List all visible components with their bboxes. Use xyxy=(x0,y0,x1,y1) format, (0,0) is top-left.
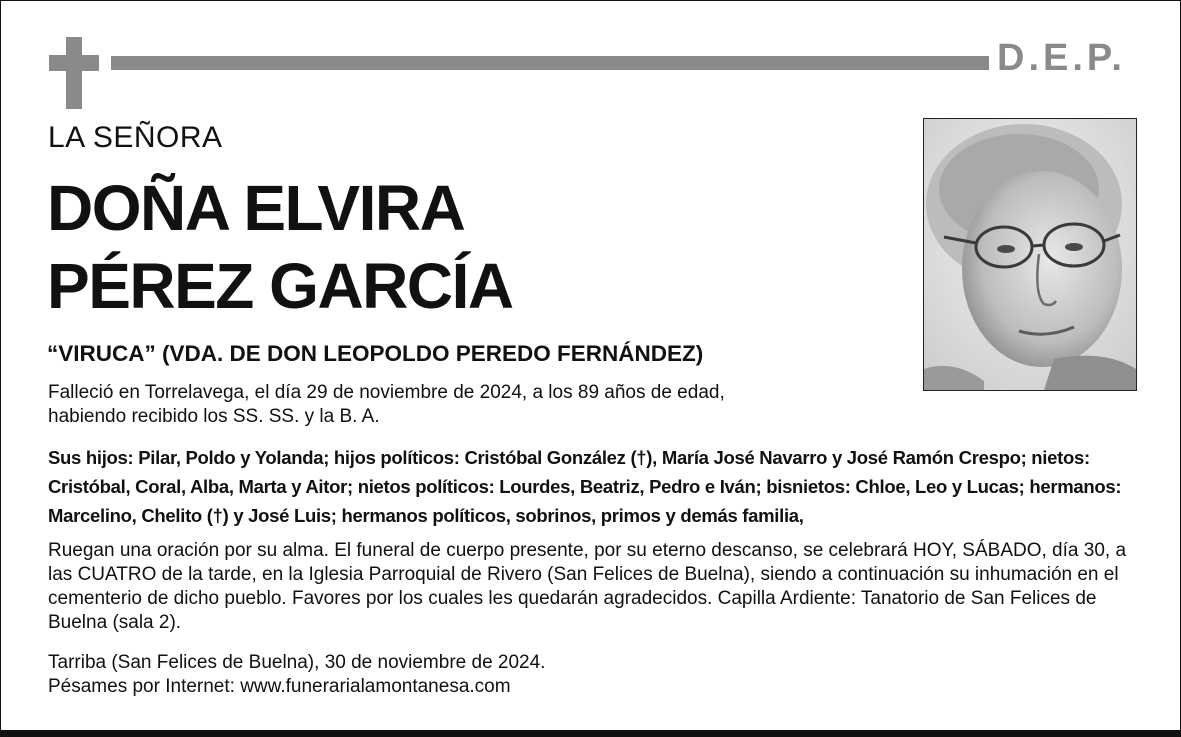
bottom-border xyxy=(1,730,1180,736)
cross-icon xyxy=(49,37,99,109)
portrait-photo xyxy=(923,118,1137,391)
title-prefix: LA SEÑORA xyxy=(48,121,223,154)
death-line-2: habiendo recibido los SS. SS. y la B. A. xyxy=(48,406,380,427)
family-paragraph: Sus hijos: Pilar, Poldo y Yolanda; hijos políticos: Cristóbal González (†), María José Navarro y José Ramón Crespo; nietos: Cristóbal, Coral, Alba, Marta y Aitor; nietos políticos: Lourdes, Beatriz, Pedro e Iván; bisnietos: Chloe, Leo y Lucas; hermanos: Marcelino, Chelito (†) y José Luis; hermanos políticos, sobrinos, primos y demás familia, xyxy=(48,447,1122,526)
place-date-line: Tarriba (San Felices de Buelna), 30 de noviembre de 2024. xyxy=(48,652,546,673)
closing-paragraph xyxy=(48,651,948,699)
death-paragraph xyxy=(48,381,848,429)
header-rule xyxy=(111,56,989,70)
deceased-name-line2: PÉREZ GARCÍA xyxy=(47,250,513,322)
funeral-paragraph: Ruegan una oración por su alma. El funeral de cuerpo presente, por su eterno descanso, se celebrará HOY, SÁBADO, día 30, a las CUATRO de la tarde, en la Iglesia Parroquial de Rivero (San Felices de Buelna), siendo a continuación su inhumación en el cementerio de dicho pueblo. Favores por los cuales les quedarán agradecidos. Capilla Ardiente: Tanatorio de San Felices de Buelna (sala 2). xyxy=(48,540,1127,633)
nickname-line: “VIRUCA” (VDA. DE DON LEOPOLDO PEREDO FERNÁNDEZ) xyxy=(47,341,704,366)
deceased-name-line1: DOÑA ELVIRA xyxy=(47,172,465,244)
condolences-line: Pésames por Internet: www.funerarialamontanesa.com xyxy=(48,676,511,697)
dep-label: D.E.P. xyxy=(997,37,1126,79)
death-line-1: Falleció en Torrelavega, el día 29 de noviembre de 2024, a los 89 años de edad, xyxy=(48,382,725,403)
portrait-illustration xyxy=(924,119,1136,390)
